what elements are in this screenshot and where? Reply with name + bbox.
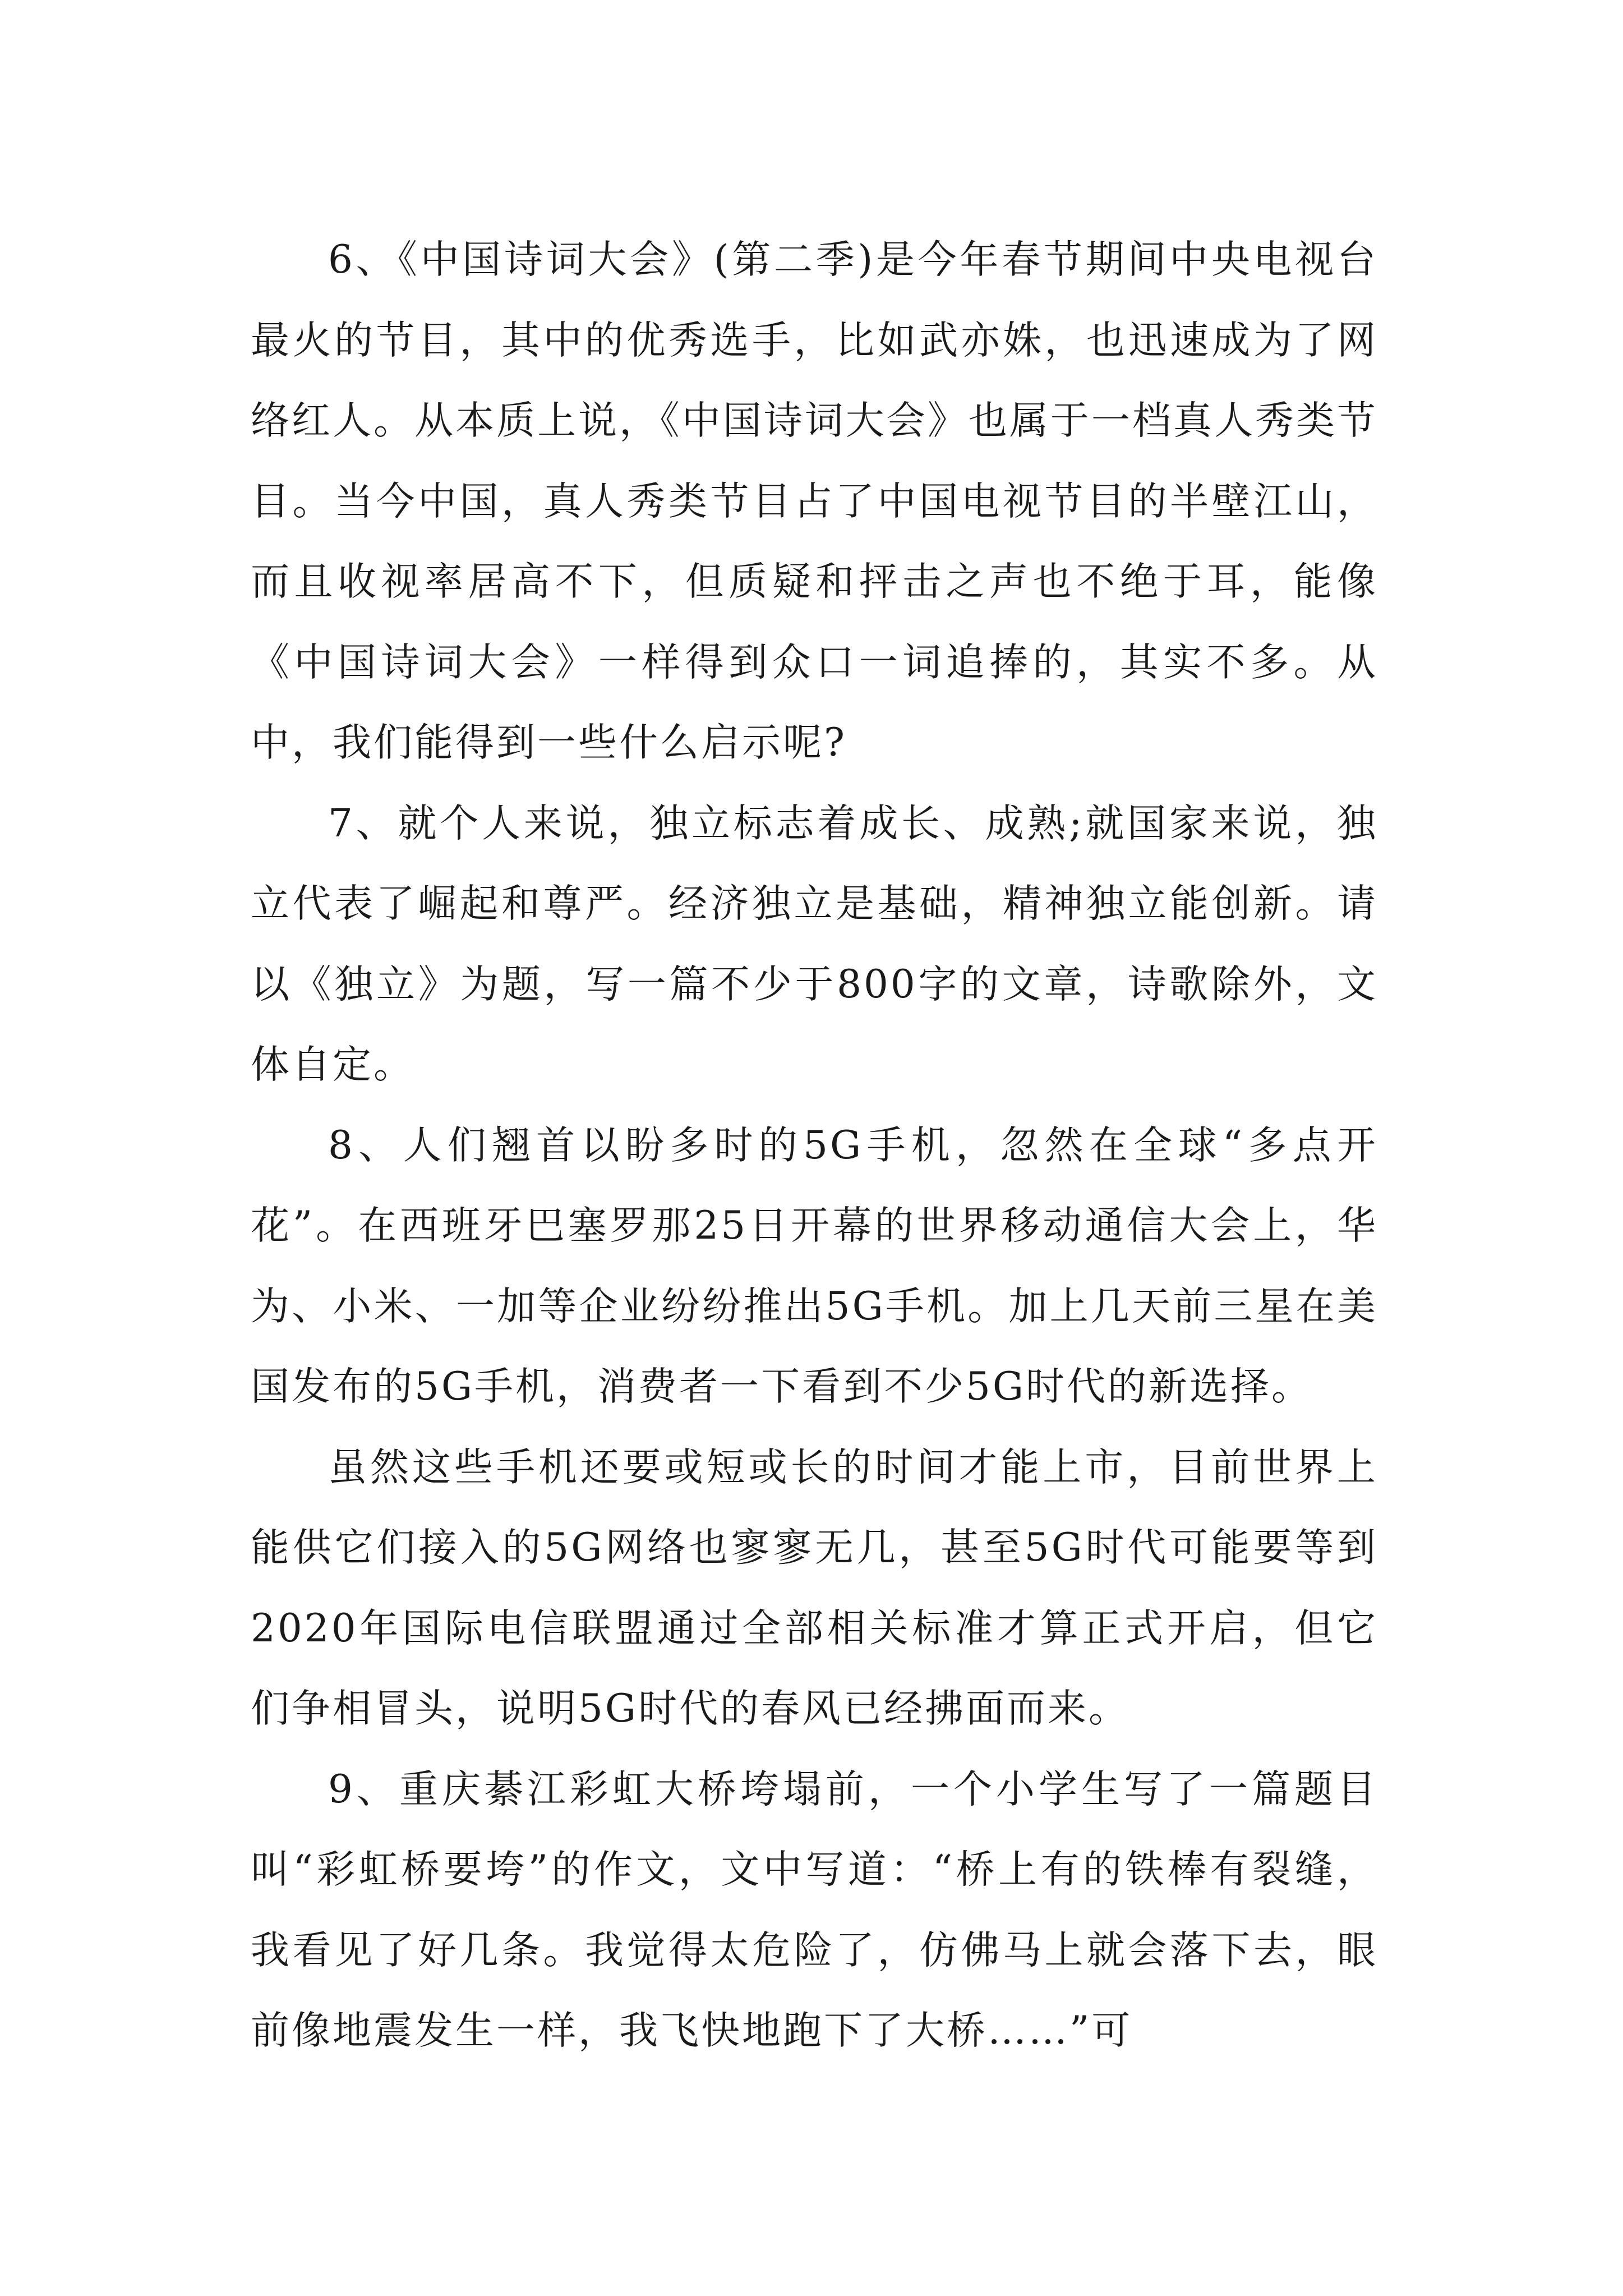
paragraph-8-continued: 虽然这些手机还要或短或长的时间才能上市，目前世界上能供它们接入的5G网络也寥寥无几，甚至5G时代可能要等到2020年国际电信联盟通过全部相关标准才算正式开启，但它们争相冒头，说明5G时代的春风已经拂面而来。 [251,1444,1378,1731]
document-body [251,220,1378,2072]
paragraph-6: 6、《中国诗词大会》(第二季)是今年春节期间中央电视台最火的节目，其中的优秀选手，比如武亦姝，也迅速成为了网络红人。从本质上说，《中国诗词大会》也属于一档真人秀类节目。当今中国，真人秀类节目占了中国电视节目的半壁江山，而且收视率居高不下，但质疑和抨击之声也不绝于耳，能像《中国诗词大会》一样得到众口一词追捧的，其实不多。从中，我们能得到一些什么启示呢? [251,237,1378,765]
paragraph-7: 7、就个人来说，独立标志着成长、成熟;就国家来说，独立代表了崛起和尊严。经济独立是基础，精神独立能创新。请以《独立》为题，写一篇不少于800字的文章，诗歌除外，文体自定。 [251,800,1378,1087]
paragraph-9: 9、重庆綦江彩虹大桥垮塌前，一个小学生写了一篇题目叫“彩虹桥要垮”的作文，文中写道：“桥上有的铁棒有裂缝，我看见了好几条。我觉得太危险了，仿佛马上就会落下去，眼前像地震发生一样，我飞快地跑下了大桥……”可 [251,1766,1378,2053]
paragraph-8: 8、人们翘首以盼多时的5G手机，忽然在全球“多点开花”。在西班牙巴塞罗那25日开幕的世界移动通信大会上，华为、小米、一加等企业纷纷推出5G手机。加上几天前三星在美国发布的5G手机，消费者一下看到不少5G时代的新选择。 [251,1122,1378,1409]
